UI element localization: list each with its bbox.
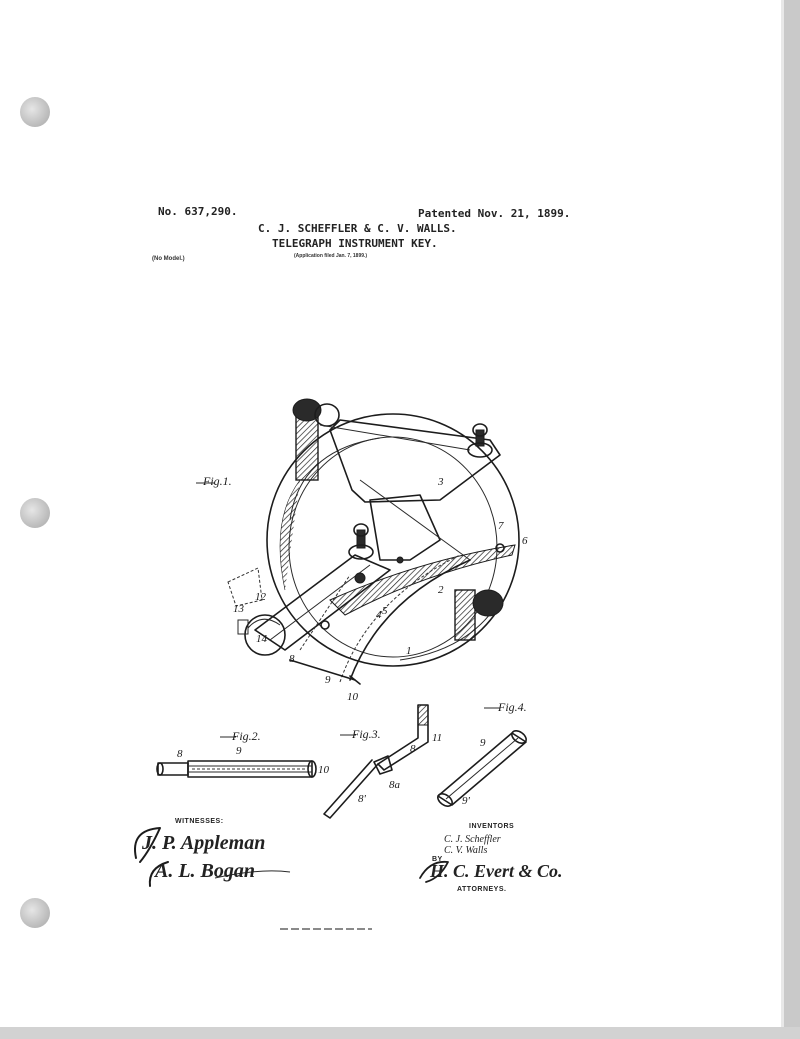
- figure-3-drawing: [324, 705, 428, 818]
- witnesses-label: WITNESSES:: [175, 818, 224, 825]
- fig3-label: Fig.3.: [352, 727, 381, 741]
- fig3-callout-8a: 8a: [389, 779, 400, 791]
- inventors-line: C. J. SCHEFFLER & C. V. WALLS.: [258, 222, 457, 235]
- fig2-callout-10: 10: [318, 764, 329, 776]
- callout-3: 3: [438, 476, 444, 488]
- callout-12: 12: [255, 591, 266, 603]
- fig2-label: Fig.2.: [232, 729, 261, 743]
- witness-signature-2: A. L. Bogan: [155, 860, 256, 882]
- callout-2: 2: [438, 584, 444, 596]
- fig2-callout-9: 9: [236, 745, 242, 757]
- callout-5: 5: [382, 605, 388, 617]
- callout-9: 9: [325, 674, 331, 686]
- inventor-name-1: C. J. Scheffler: [444, 834, 501, 845]
- fig3-callout-8prime: 8': [358, 793, 366, 805]
- inventors-label: INVENTORS: [469, 823, 515, 830]
- callout-4: 4: [376, 609, 382, 621]
- callout-13: 13: [233, 603, 244, 615]
- attorney-signature: H. C. Evert & Co.: [430, 861, 563, 881]
- witness-signature-1: J. P. Appleman: [142, 832, 266, 854]
- callout-10: 10: [347, 691, 358, 703]
- patented-date: Patented Nov. 21, 1899.: [418, 207, 571, 220]
- by-label: BY: [432, 856, 443, 863]
- model-note: (No Model.): [152, 256, 185, 262]
- patent-title: TELEGRAPH INSTRUMENT KEY.: [272, 237, 438, 250]
- callout-7: 7: [498, 520, 504, 532]
- callout-14: 14: [256, 633, 267, 645]
- callout-1: 1: [406, 645, 412, 657]
- figure-2-drawing: [157, 761, 316, 777]
- fig4-callout-9prime: 9': [462, 795, 470, 807]
- fig3-callout-11: 11: [432, 732, 443, 744]
- figure-1-drawing: [228, 399, 519, 684]
- inventor-name-2: C. V. Walls: [444, 845, 488, 856]
- fig3-callout-8: 8: [410, 743, 416, 755]
- attorneys-label: ATTORNEYS.: [457, 886, 507, 893]
- patent-number: No. 637,290.: [158, 205, 238, 218]
- fig1-label: Fig.1.: [203, 474, 232, 488]
- callout-8: 8: [289, 653, 295, 665]
- callout-6: 6: [522, 535, 528, 547]
- fig4-callout-9: 9: [480, 737, 486, 749]
- fig4-label: Fig.4.: [498, 700, 527, 714]
- application-filed: (Application filed Jan. 7, 1899.): [294, 253, 368, 259]
- fig2-callout-8: 8: [177, 748, 183, 760]
